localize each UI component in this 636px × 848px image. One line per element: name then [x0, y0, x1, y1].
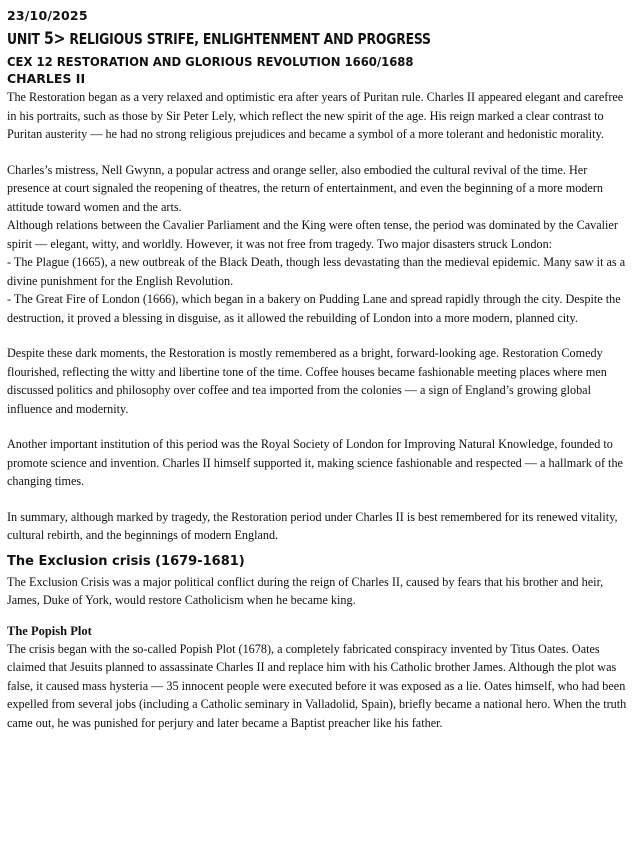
paragraph-restoration-intro: The Restoration began as a very relaxed and optimistic era after years of Puritan rule. Charles II appeared elegant and carefree in his portraits, such as those by Sir Peter Lely, which reflect the new spirit of the age. His reign marked a clear contrast to Puritan austerity — he had no strong religious prejudices and became a symbol of a more tolerant and hedonistic morality.	[7, 90, 624, 141]
unit-title: RELIGIOUS STRIFE, ENLIGHTENMENT AND PROGRESS	[69, 30, 431, 48]
paragraph-royal-society: Another important institution of this period was the Royal Society of London for Improving Natural Knowledge, founded to promote science and invention. Charles II himself supported it, making science fashionable and respected — a hallmark of the changing times.	[7, 437, 623, 488]
paragraph-great-fire: - The Great Fire of London (1666), which began in a bakery on Pudding Lane and spread rapidly through the city. Despite the destruction, it proved a blessing in disguise, as it allowed the rebuilding of London into a more modern, planned city.	[7, 292, 621, 325]
paragraph-nell-gwynn: Charles’s mistress, Nell Gwynn, a popular actress and orange seller, also embodied the cultural revival of the time. Her presence at court signaled the reopening of theatres, the return of entertainment, and even the beginning of a more modern attitude toward women and the arts.	[7, 162, 603, 214]
paragraph-plague: - The Plague (1665), a new outbreak of the Black Death, though less devastating than the medieval epidemic. Many saw it as a divine punishment for the English Revolution.	[7, 255, 626, 288]
cex-title: CEX 12 RESTORATION AND GLORIOUS REVOLUTION 1660/1688	[7, 54, 414, 69]
unit-heading	[7, 29, 581, 49]
section1-title: CHARLES II	[7, 71, 86, 86]
paragraph-dark-moments: Despite these dark moments, the Restoration is mostly remembered as a bright, forward-looking age. Restoration Comedy flourished, reflecting the witty and libertine tone of the time. Coffee houses became fashionable meeting places where men discussed politics and philosophy over coffee and tea imported from the colonies — a sign of England’s growing global influence and modernity.	[7, 346, 607, 416]
date: 23/10/2025	[7, 8, 88, 23]
paragraph-popish-plot: The crisis began with the so-called Popish Plot (1678), a completely fabricated conspiracy invented by Titus Oates. Oates claimed that Jesuits planned to assassinate Charles II and replace him with his Catholic brother James. Although the plot was false, it caused mass hysteria — 35 innocent people were executed before it was exposed as a lie. Oates himself, who had been expelled from several jobs (including a Catholic seminary in Valladolid, Spain), briefly became a national hero. When the truth came out, he was punished for perjury and later became a Baptist preacher like his father.	[7, 641, 627, 730]
paragraph-summary: In summary, although marked by tragedy, the Restoration period under Charles II is best remembered for its renewed vitality, cultural rebirth, and the beginnings of modern England.	[7, 509, 618, 542]
document-page	[7, 8, 631, 732]
unit-prefix: UNIT	[7, 30, 40, 48]
paragraph-exclusion-intro: The Exclusion Crisis was a major political conflict during the reign of Charles II, caused by fears that his brother and heir, James, Duke of York, would restore Catholicism when he became king.	[7, 574, 604, 607]
section2-title: The Exclusion crisis (1679-1681)	[7, 553, 245, 569]
unit-number: 5>	[43, 29, 66, 49]
paragraph-parliament: Although relations between the Cavalier Parliament and the King were often tense, the period was dominated by the Cavalier spirit — elegant, witty, and worldly. However, it was not free from tragedy. Two major disasters struck London:	[7, 218, 618, 251]
subsection-title: The Popish Plot	[7, 623, 92, 638]
